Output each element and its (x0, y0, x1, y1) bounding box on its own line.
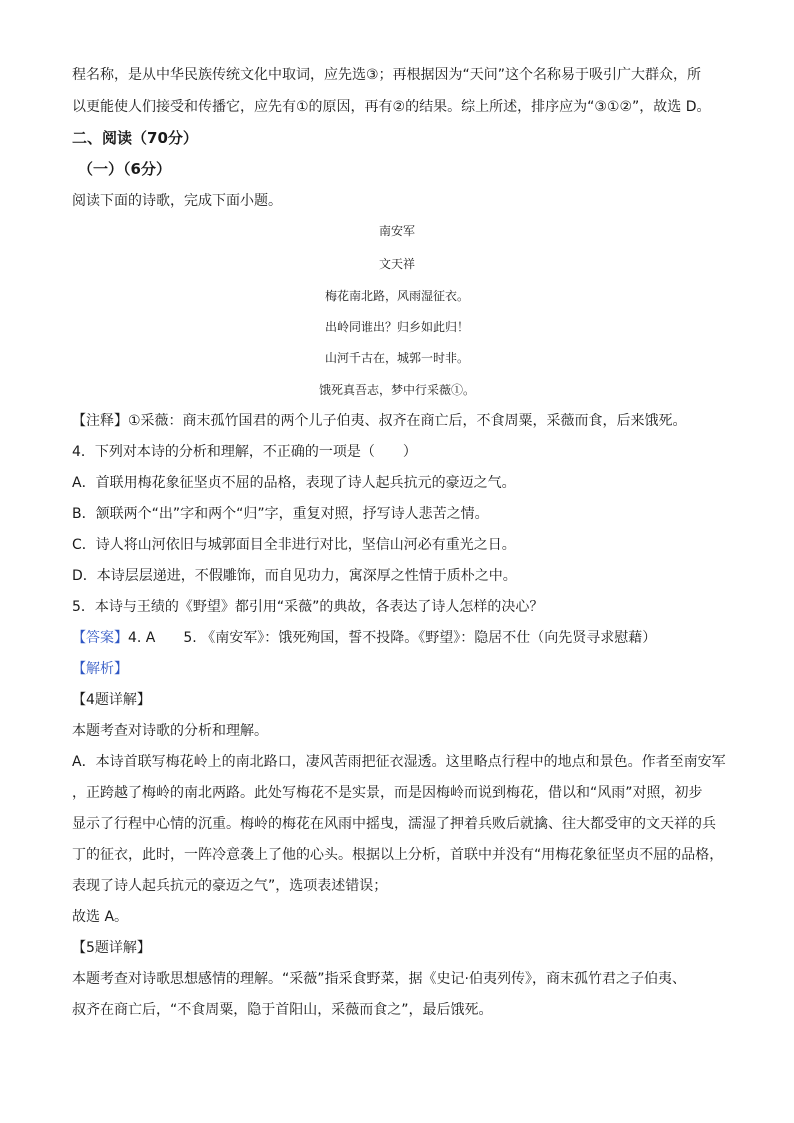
section-subtitle: （一）（6分） (78, 160, 171, 178)
detail-4-label: 【4题详解】 (72, 692, 151, 708)
poem-line: 出岭同谁出？归乡如此归！ (324, 320, 469, 334)
poem-author: 文天祥 (378, 257, 415, 271)
intro-line-1: 程名称，是从中华民族传统文化中取词，应先选③；再根据因为“天问”这个名称易于吸引广大群众，所 (72, 67, 702, 83)
reading-instruction: 阅读下面的诗歌，完成下面小题。 (72, 193, 282, 209)
detail-4-line: 表现了诗人起兵抗元的豪迈之气”，选项表述错误； (72, 878, 388, 894)
question-4-stem: 4．下列对本诗的分析和理解，不正确的一项是（ ） (72, 444, 417, 460)
question-5-stem: 5．本诗与王绩的《野望》都引用“采薇”的典故，各表达了诗人怎样的决心？ (72, 599, 544, 615)
question-4-option-d: D．本诗层层递进，不假雕饰，而自见功力，寓深厚之性情于质朴之中。 (72, 568, 517, 584)
detail-5-line: 本题考查对诗歌思想感情的理解。“采薇”指采食野菜，据《史记·伯夷列传》，商末孤竹君之子伯夷、 (72, 971, 686, 987)
answer-text: 4. A 5. 《南安军》：饿死殉国，誓不投降。《野望》：隐居不仕（向先贤寻求慰藉） (128, 630, 657, 646)
detail-5-label: 【5题详解】 (72, 940, 151, 956)
answer-row (72, 629, 724, 647)
detail-4-line: 本题考查对诗歌的分析和理解。 (72, 723, 268, 739)
poem-title: 南安军 (378, 224, 415, 238)
detail-4-line: 显示了行程中心情的沉重。梅岭的梅花在风雨中摇曳，濡湿了押着兵败后就擒、往大都受审的文天祥的兵 (72, 816, 716, 832)
question-4-option-c: C．诗人将山河依旧与城郭面目全非进行对比，坚信山河必有重光之日。 (72, 537, 516, 553)
section-title: 二、阅读（70分） (72, 129, 198, 147)
detail-5-line: 叔齐在商亡后，“不食周粟，隐于首阳山，采薇而食之”，最后饿死。 (72, 1002, 493, 1018)
question-4-option-a: A．首联用梅花象征坚贞不屈的品格，表现了诗人起兵抗元的豪迈之气。 (72, 475, 516, 491)
poem-line: 饿死真吾志，梦中行采薇①。 (318, 383, 475, 397)
answer-label: 【答案】 (72, 630, 128, 646)
detail-4-line: 丁的征衣，此时，一阵冷意袭上了他的心头。根据以上分析，首联中并没有“用梅花象征坚贞不屈的品格， (72, 847, 724, 863)
question-4-option-b: B．颔联两个“出”字和两个“归”字，重复对照，抒写诗人悲苦之情。 (72, 506, 489, 522)
detail-4-line: ，正跨越了梅岭的南北两路。此处写梅花不是实景，而是因梅岭而说到梅花，借以和“风雨”对照，初步 (72, 785, 703, 801)
analysis-label: 【解析】 (72, 661, 128, 677)
detail-4-line: A．本诗首联写梅花岭上的南北路口，凄风苦雨把征衣湿透。这里略点行程中的地点和景色。作者至南安军 (72, 754, 726, 770)
intro-line-2: 以更能使人们接受和传播它，应先有①的原因，再有②的结果。综上所述，排序应为“③①②”，故选 D。 (72, 99, 711, 115)
poem-annotation: 【注释】①采薇：商末孤竹国君的两个儿子伯夷、叔齐在商亡后，不食周粟，采薇而食，后来饿死。 (72, 413, 687, 429)
detail-4-line: 故选 A。 (72, 909, 129, 925)
poem-line: 梅花南北路，风雨湿征衣。 (324, 289, 469, 303)
poem-line: 山河千古在，城郭一时非。 (324, 351, 469, 365)
